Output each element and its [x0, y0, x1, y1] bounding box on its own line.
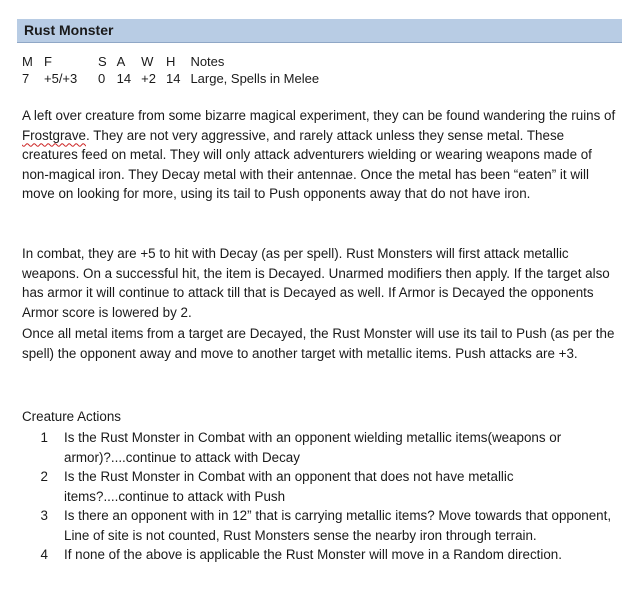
- stat-value-move: 7: [22, 71, 30, 86]
- list-item: [22, 467, 622, 506]
- stat-value-fight: +5/+3: [44, 71, 78, 86]
- actions-list: [22, 428, 622, 565]
- stat-table: [22, 53, 329, 87]
- stat-header-row: [22, 53, 329, 70]
- description-paragraph: [22, 106, 622, 204]
- list-item-text: Is the Rust Monster in Combat with an opponent wielding metallic items(weapons or armor)?....continue to attack with Decay: [64, 430, 562, 465]
- description-text-end: . They are not very aggressive, and rarely attack unless they sense metal. These creatures feed on metal. They will only attack adventurers wielding or wearing weapons made of non-magical iron. They Decay metal with their antennae. Once the metal has been “eaten” it will move on looking for more, using its tail to Push opponents away that do not have iron.: [22, 127, 592, 201]
- stat-header-will: W: [141, 54, 154, 69]
- list-item-number: 1: [40, 430, 48, 445]
- stat-header-notes: Notes: [190, 54, 225, 69]
- stat-value-will: +2: [141, 71, 156, 86]
- list-item: [22, 506, 622, 545]
- stat-value-notes: Large, Spells in Melee: [190, 71, 320, 86]
- list-item: [22, 428, 622, 467]
- actions-heading: Creature Actions: [22, 409, 121, 424]
- page-title: Rust Monster: [24, 22, 114, 38]
- stat-block: [22, 53, 329, 87]
- stat-header-fight: F: [44, 54, 52, 69]
- title-bar: [17, 19, 622, 43]
- push-paragraph: Once all metal items from a target are Decayed, the Rust Monster will use its tail to Push (as per the spell) the opponent away and move to another target with metallic items. Push attacks are +3.: [22, 326, 615, 361]
- stat-value-armour: 14: [116, 71, 132, 86]
- list-item-number: 4: [40, 547, 48, 562]
- list-item-text: If none of the above is applicable the Rust Monster will move in a Random direction.: [64, 547, 562, 562]
- list-item-text: Is the Rust Monster in Combat with an opponent that does not have metallic items?....continue to attack with Push: [64, 469, 514, 504]
- combat-paragraph: In combat, they are +5 to hit with Decay (as per spell). Rust Monsters will first attack metallic weapons. On a successful hit, the item is Decayed. Unarmed modifiers then apply. If the target also has armor it will continue to attack till that is Decayed as well. If Armor is Decayed the opponents Armor score is lowered by 2.: [22, 246, 610, 320]
- list-item: [22, 545, 622, 565]
- list-item-number: 2: [40, 469, 48, 484]
- stat-header-health: H: [165, 54, 176, 69]
- stat-value-health: 14: [165, 71, 181, 86]
- stat-value-shoot: 0: [98, 71, 106, 86]
- stat-header-move: M: [22, 54, 33, 69]
- stat-header-shoot: S: [98, 54, 107, 69]
- stat-value-row: [22, 70, 329, 87]
- description-text-start: A left over creature from some bizarre magical experiment, they can be found wandering the ruins of: [22, 108, 616, 123]
- list-item-number: 3: [40, 508, 48, 523]
- spellcheck-flagged-word: Frostgrave: [22, 127, 86, 143]
- list-item-text: Is there an opponent with in 12” that is carrying metallic items? Move towards that opponent, Line of site is not counted, Rust Monsters sense the nearby iron through terrain.: [64, 508, 612, 543]
- stat-header-armour: A: [116, 54, 126, 69]
